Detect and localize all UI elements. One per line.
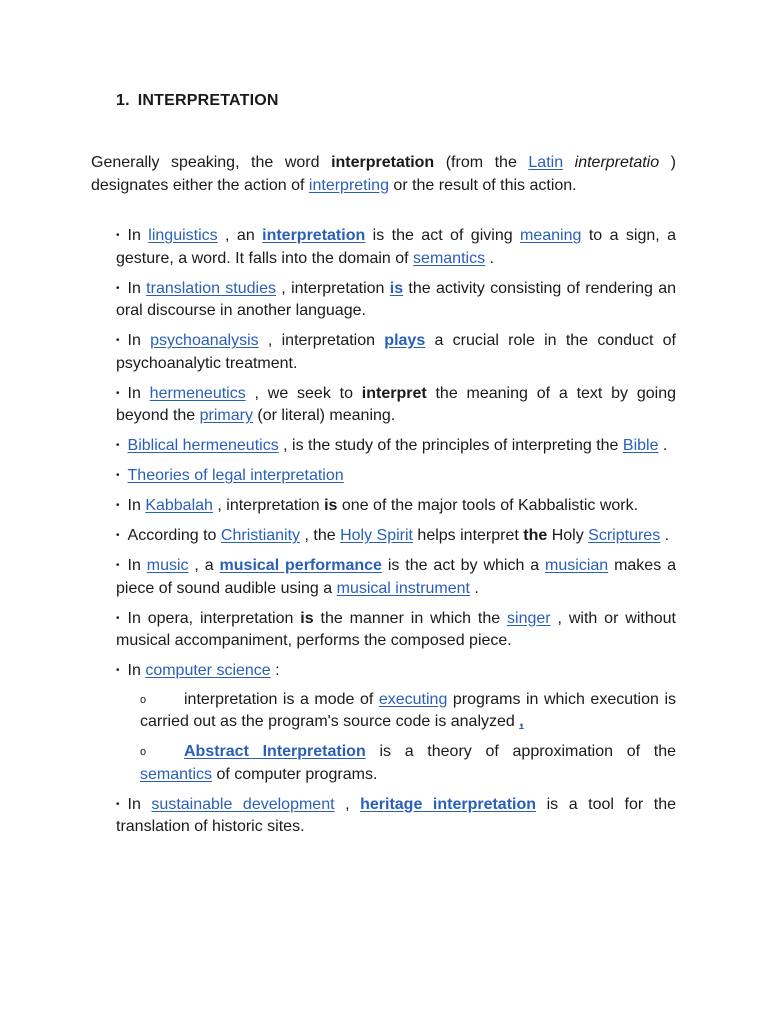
text: Generally speaking, the word xyxy=(91,154,332,171)
list-item xyxy=(116,465,676,488)
link-sustainable-development[interactable]: sustainable development xyxy=(151,795,335,813)
bullet-icon: • xyxy=(116,612,120,624)
text: . xyxy=(485,249,494,267)
text: , interpretation xyxy=(258,332,385,349)
link-kabbalah[interactable]: Kabbalah xyxy=(145,497,213,514)
text: , interpretation xyxy=(212,497,325,514)
bullet-icon: • xyxy=(116,665,120,676)
link-interpreting[interactable]: interpreting xyxy=(308,176,389,194)
link-is[interactable]: is xyxy=(389,279,404,297)
bullet-icon: • xyxy=(116,470,120,481)
text: , xyxy=(334,795,361,813)
text: , with or without musical accompaniment, performs the composed piece. xyxy=(116,609,676,649)
text: , interpretation xyxy=(276,279,390,297)
list-item xyxy=(116,794,676,839)
link-biblical-hermeneutics[interactable]: Biblical hermeneutics xyxy=(127,437,279,454)
list-item xyxy=(116,495,676,518)
text: , an xyxy=(217,227,263,244)
link-computer-science[interactable]: computer science xyxy=(145,662,271,679)
text: , the xyxy=(300,527,341,544)
text: In xyxy=(127,332,151,349)
bullet-icon: • xyxy=(116,798,120,810)
text: According to xyxy=(127,527,221,544)
link-music[interactable]: music xyxy=(146,557,189,574)
text: to a sign, a gesture, a word. It falls into the domain of xyxy=(116,227,676,267)
text: In xyxy=(127,384,150,402)
text xyxy=(563,154,575,171)
text: a crucial role in the conduct of psychoanalytic treatment. xyxy=(116,332,677,372)
text: , is the study of the principles of interpreting the xyxy=(278,437,623,454)
text: makes a piece of sound audible using a xyxy=(116,557,676,597)
text: (from the xyxy=(434,154,529,171)
text: . xyxy=(658,437,668,454)
text: is a theory of approximation of the xyxy=(365,743,677,760)
bullet-icon: • xyxy=(116,230,120,241)
list-item xyxy=(116,525,676,548)
list-item xyxy=(116,435,676,458)
link-musician[interactable]: musician xyxy=(545,557,609,574)
bullet-list xyxy=(116,225,676,846)
text: or the result of this action. xyxy=(388,176,577,194)
link-interpretation[interactable]: interpretation xyxy=(262,227,366,244)
list-item xyxy=(116,608,676,653)
section-heading xyxy=(116,92,279,110)
bullet-icon: • xyxy=(116,387,120,399)
sub-list-item xyxy=(140,741,676,786)
link-comma[interactable]: , xyxy=(519,713,524,730)
text: programs in which execution is carried out as the program's source code is analyzed xyxy=(140,690,676,730)
text: In xyxy=(127,497,146,514)
text: one of the major tools of Kabbalistic work. xyxy=(337,497,639,514)
bullet-icon: • xyxy=(116,282,120,294)
bullet-icon: • xyxy=(116,530,120,541)
text: is a tool for the translation of historic sites. xyxy=(116,795,676,835)
circle-bullet-icon: o xyxy=(140,693,147,706)
bullet-icon: • xyxy=(116,500,120,511)
list-item xyxy=(116,383,676,428)
text: In xyxy=(127,795,152,813)
bold-term: the xyxy=(523,527,548,544)
text: the meaning of a text by going beyond the xyxy=(116,384,677,424)
text: In xyxy=(127,279,147,297)
bullet-icon: • xyxy=(116,440,120,451)
text: : xyxy=(270,662,280,679)
sub-bullet-list xyxy=(116,689,676,787)
text: In opera, interpretation xyxy=(127,609,301,627)
text: of computer programs. xyxy=(212,765,378,783)
bold-term: interpretation xyxy=(331,154,435,171)
text: Holy xyxy=(547,527,589,544)
italic-term: interpretatio xyxy=(574,154,660,171)
text: the activity consisting of rendering an oral discourse in another language. xyxy=(116,279,676,319)
bullet-icon: • xyxy=(116,560,120,571)
link-semantics[interactable]: semantics xyxy=(140,765,213,783)
link-musical-performance[interactable]: musical performance xyxy=(219,557,382,574)
bold-term: is xyxy=(300,609,314,627)
link-scriptures[interactable]: Scriptures xyxy=(588,527,661,544)
text: , we seek to xyxy=(245,384,362,402)
list-item xyxy=(116,278,676,323)
list-item xyxy=(116,555,676,600)
list-item xyxy=(116,330,676,375)
sub-list-item xyxy=(140,689,676,734)
text: . xyxy=(469,579,479,597)
link-holy-spirit[interactable]: Holy Spirit xyxy=(340,527,413,544)
list-item xyxy=(116,225,676,270)
text: the manner in which the xyxy=(313,609,508,627)
link-latin[interactable]: Latin xyxy=(528,154,564,171)
link-abstract-interpretation[interactable]: Abstract Interpretation xyxy=(184,743,366,760)
text: ) designates either the action of xyxy=(91,154,677,194)
bullet-icon: • xyxy=(116,335,120,346)
link-psychoanalysis[interactable]: psychoanalysis xyxy=(150,332,259,349)
heading-title: INTERPRETATION xyxy=(137,92,279,109)
link-christianity[interactable]: Christianity xyxy=(220,527,301,544)
text: . xyxy=(660,527,670,544)
link-hermeneutics[interactable]: hermeneutics xyxy=(149,384,246,402)
text: is the act by which a xyxy=(381,557,546,574)
link-musical-instrument[interactable]: musical instrument xyxy=(336,579,470,597)
text: interpretation is a mode of xyxy=(184,690,379,708)
link-semantics[interactable]: semantics xyxy=(413,249,486,267)
text: is the act of giving xyxy=(365,227,521,244)
text: In xyxy=(127,662,146,679)
link-meaning[interactable]: meaning xyxy=(520,227,582,244)
text: In xyxy=(127,557,147,574)
link-singer[interactable]: singer xyxy=(507,609,551,627)
link-plays[interactable]: plays xyxy=(384,332,426,349)
link-linguistics[interactable]: linguistics xyxy=(148,227,218,244)
text: helps interpret xyxy=(412,527,524,544)
text: In xyxy=(127,227,149,244)
link-bible[interactable]: Bible xyxy=(622,437,659,454)
link-heritage-interpretation[interactable]: heritage interpretation xyxy=(360,795,537,813)
link-theories-of-legal-interpretation[interactable]: Theories of legal interpretation xyxy=(127,467,344,484)
intro-paragraph xyxy=(91,152,676,197)
text: (or literal) meaning. xyxy=(252,407,396,424)
link-executing[interactable]: executing xyxy=(378,690,448,708)
text: , a xyxy=(188,557,220,574)
list-item xyxy=(116,660,676,786)
link-translation-studies[interactable]: translation studies xyxy=(146,279,276,297)
link-primary[interactable]: primary xyxy=(199,407,253,424)
heading-number: 1. xyxy=(116,92,130,109)
circle-bullet-icon: o xyxy=(140,746,147,758)
bold-term: is xyxy=(324,497,338,514)
bold-term: interpret xyxy=(361,384,427,402)
